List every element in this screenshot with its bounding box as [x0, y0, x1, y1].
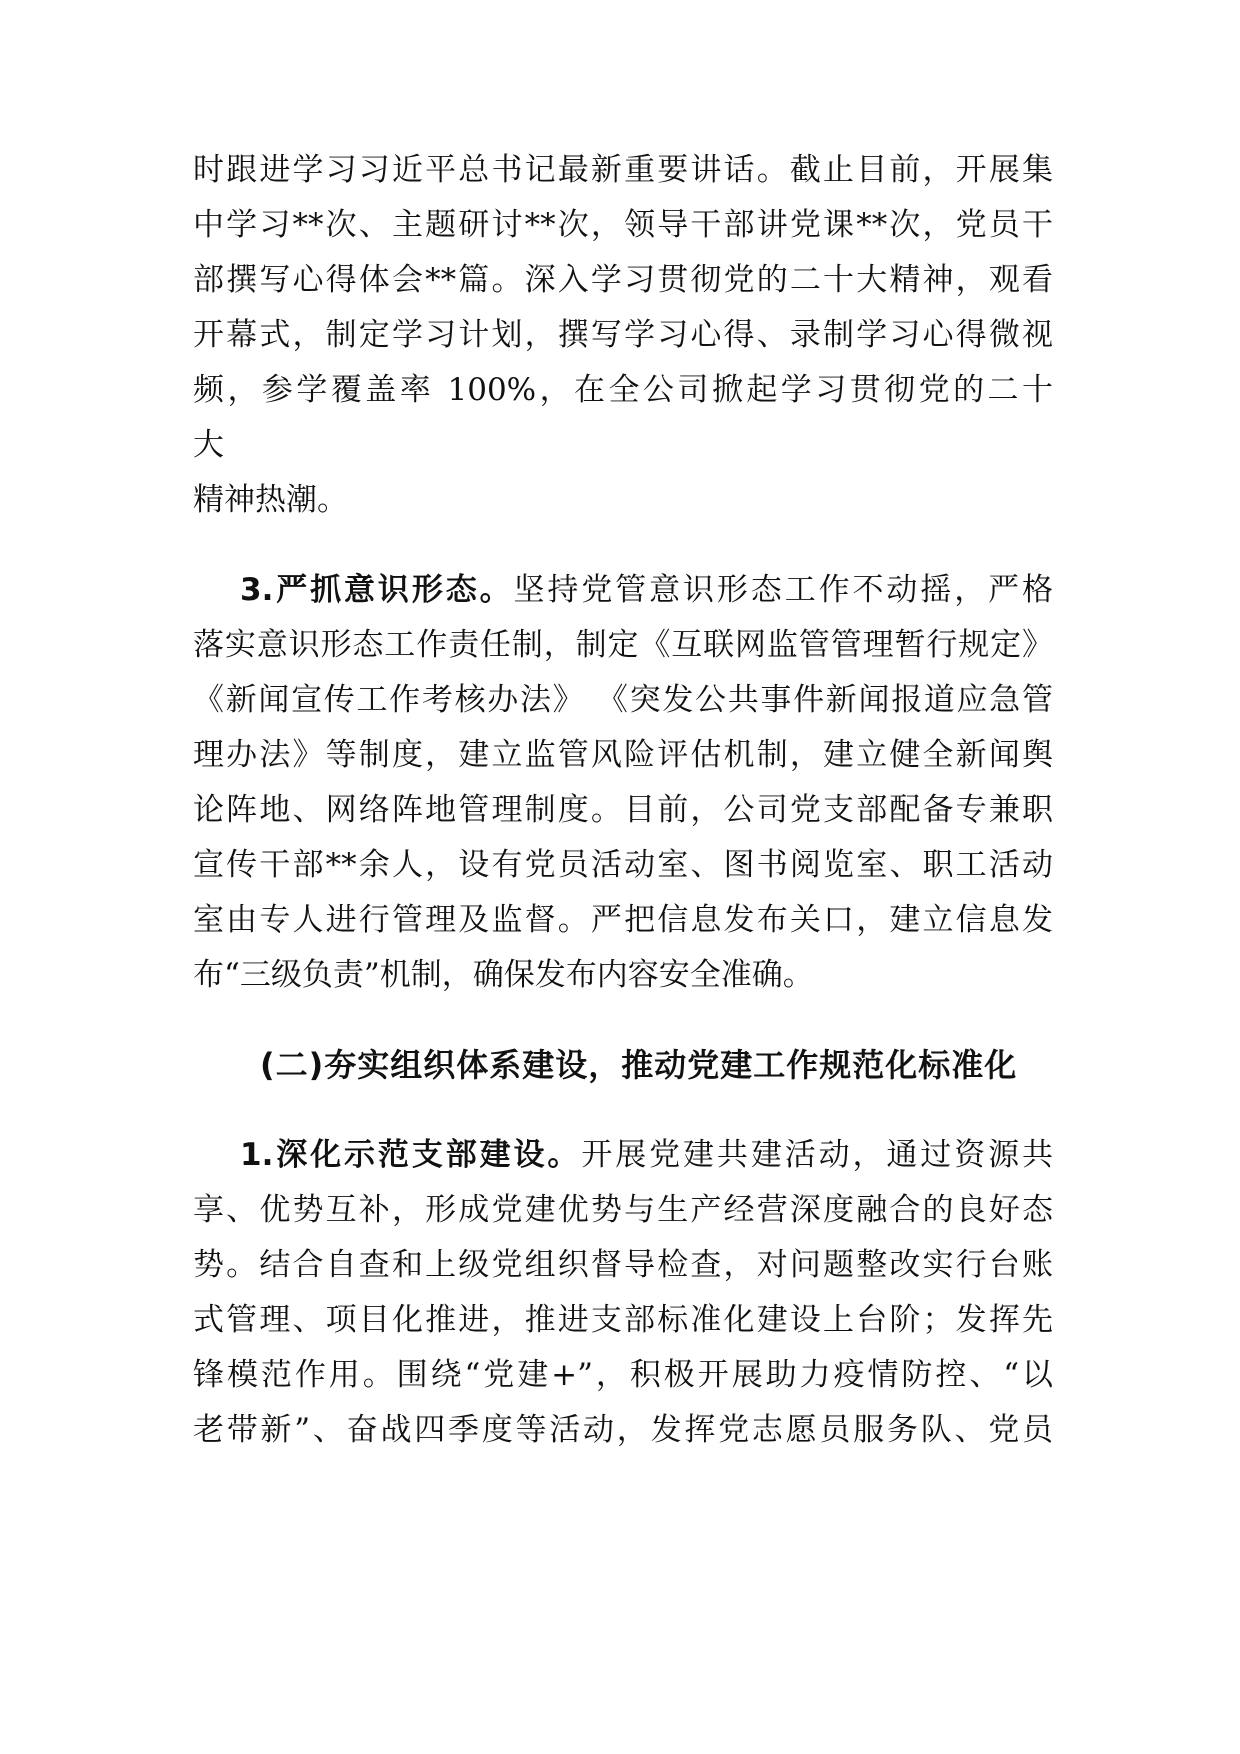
text-line: 式管理、项目化推进，推进支部标准化建设上台阶；发挥先: [193, 1302, 1053, 1338]
text-line: 大: [193, 427, 224, 463]
text-line: 锋模范作用。围绕“党建+”，积极开展助力疫情防控、“以: [193, 1357, 1053, 1393]
text-line: 室由专人进行管理及监督。严把信息发布关口，建立信息发: [193, 902, 1053, 938]
text-line: 部撰写心得体会**篇。深入学习贯彻党的二十大精神，观看: [193, 262, 1053, 298]
text-line: 享、优势互补，形成党建优势与生产经营深度融合的良好态: [193, 1192, 1053, 1228]
text-line: 开幕式，制定学习计划，撰写学习心得、录制学习心得微视: [193, 317, 1053, 353]
text-line-first: [240, 1135, 1053, 1175]
text-line: 落实意识形态工作责任制，制定《互联网监管管理暂行规定》: [193, 627, 1053, 663]
text-line: 时跟进学习习近平总书记最新重要讲话。截止目前，开展集: [193, 152, 1053, 188]
text-line: 理办法》等制度，建立监管风险评估机制，建立健全新闻舆: [193, 737, 1053, 773]
section-heading: (二)夯实组织体系建设，推动党建工作规范化标准化: [260, 1046, 1018, 1084]
paragraph-first-line-rest: 开展党建共建活动，通过资源共: [581, 1137, 1053, 1173]
text-line: 《新闻宣传工作考核办法》 《突发公共事件新闻报道应急管: [193, 682, 1053, 718]
text-line: 布“三级负责”机制，确保发布内容安全准确。: [193, 957, 814, 993]
text-line: 老带新”、奋战四季度等活动，发挥党志愿员服务队、党员: [193, 1412, 1053, 1448]
paragraph-first-line-rest: 坚持党管意识形态工作不动摇，严格: [513, 572, 1053, 608]
text-line: 中学习**次、主题研讨**次，领导干部讲党课**次，党员干: [193, 207, 1053, 243]
text-line-first: [240, 570, 1053, 610]
text-line: 论阵地、网络阵地管理制度。目前，公司党支部配备专兼职: [193, 792, 1053, 828]
text-line: 宣传干部**余人，设有党员活动室、图书阅览室、职工活动: [193, 847, 1053, 883]
paragraph-lead: 1.深化示范支部建设。: [240, 1137, 582, 1173]
text-line: 频，参学覆盖率 100%，在全公司掀起学习贯彻党的二十: [193, 372, 1053, 408]
paragraph-lead: 3.严抓意识形态。: [240, 572, 514, 608]
text-line: 势。结合自查和上级党组织督导检查，对问题整改实行台账: [193, 1247, 1053, 1283]
text-line: 精神热潮。: [193, 482, 348, 518]
